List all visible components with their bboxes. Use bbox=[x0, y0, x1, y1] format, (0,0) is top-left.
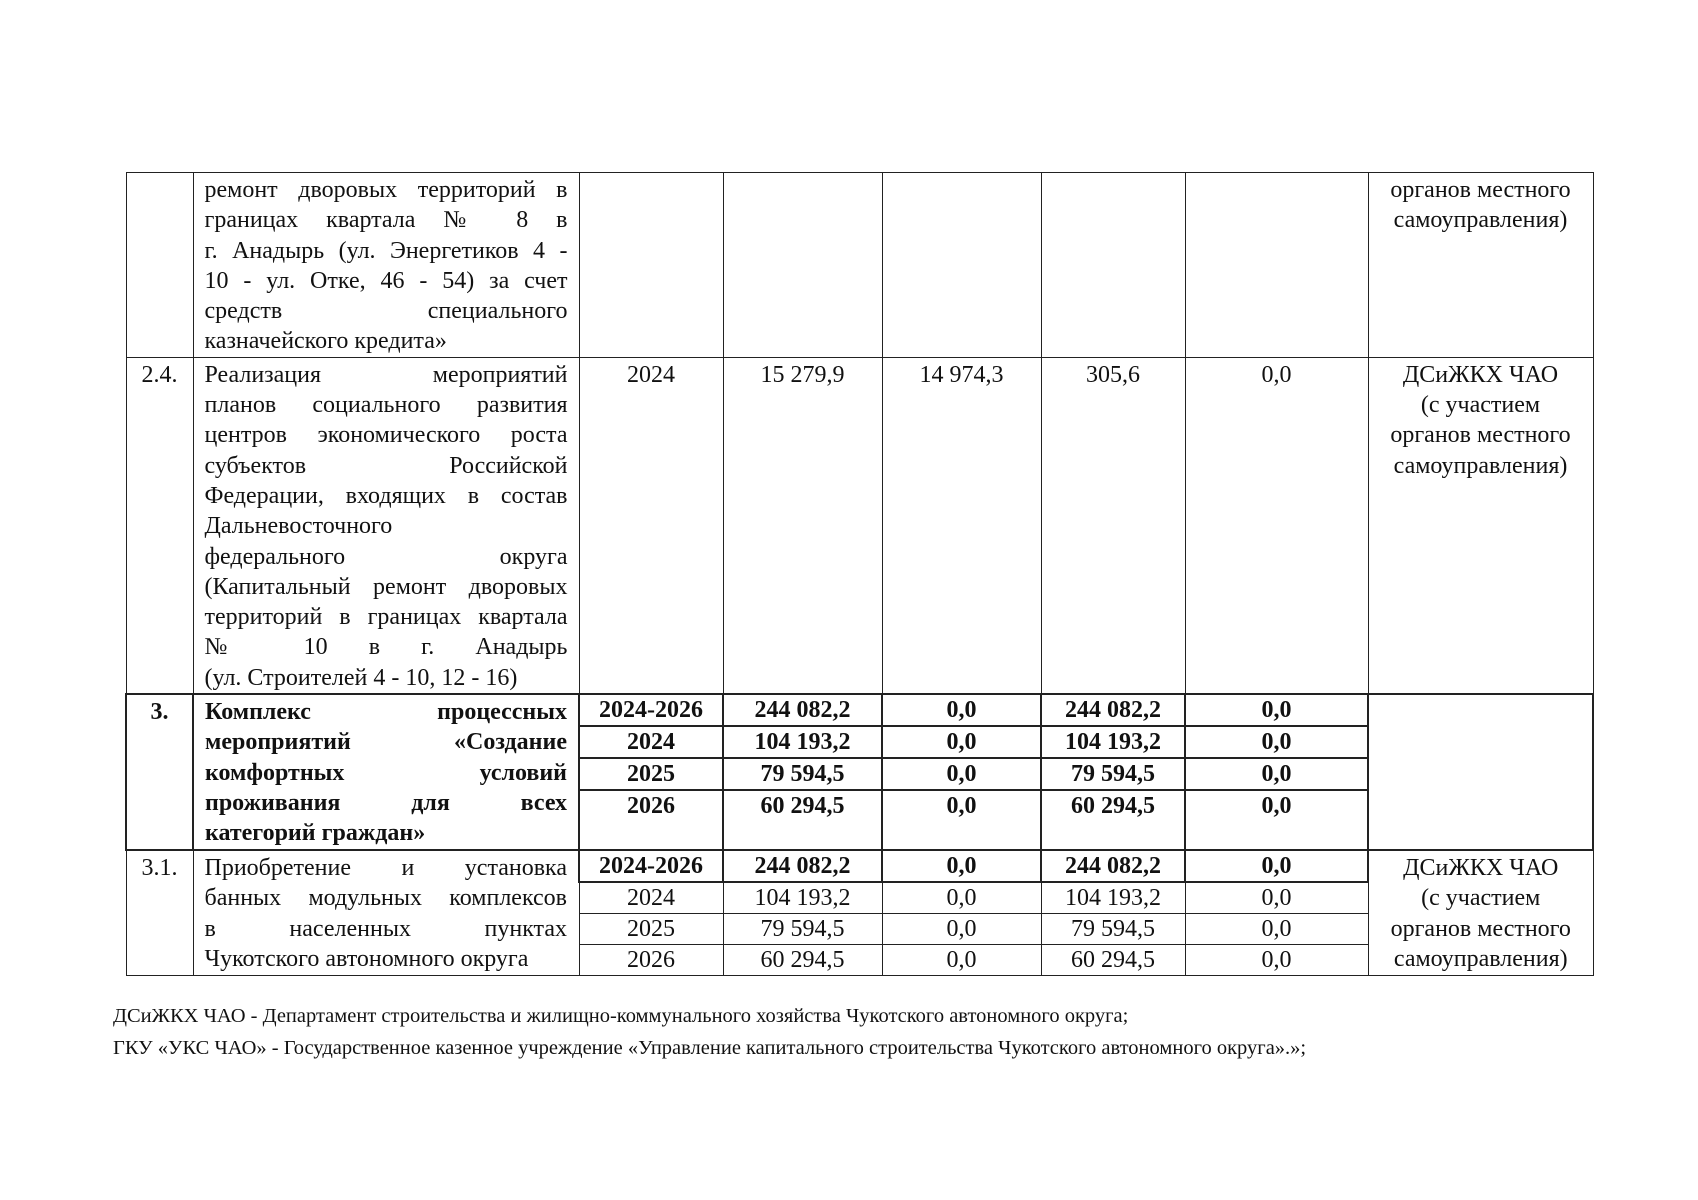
table-row bbox=[126, 357, 1593, 694]
total-cell: 244 082,2 bbox=[723, 850, 882, 882]
row-description: ремонт дворовых территорий в границах квартала № 8 в г. Анадырь (ул. Энергетиков 4 - 10 - ул. Отке, 46 - 54) за счет средств специального казначейского кредита» bbox=[193, 173, 579, 358]
year-cell: 2026 bbox=[579, 945, 723, 976]
row-number: 3. bbox=[126, 694, 193, 850]
regional-cell: 79 594,5 bbox=[1041, 914, 1185, 945]
year-cell: 2025 bbox=[579, 914, 723, 945]
responsible-cell: органов местного самоуправления) bbox=[1368, 173, 1593, 358]
total-cell: 60 294,5 bbox=[723, 790, 882, 850]
total-cell: 15 279,9 bbox=[723, 357, 882, 694]
federal-cell: 14 974,3 bbox=[882, 357, 1041, 694]
table-row bbox=[126, 850, 1593, 882]
regional-cell: 60 294,5 bbox=[1041, 945, 1185, 976]
federal-cell: 0,0 bbox=[882, 850, 1041, 882]
municipal-cell: 0,0 bbox=[1185, 694, 1368, 726]
regional-cell: 305,6 bbox=[1041, 357, 1185, 694]
program-table bbox=[125, 172, 1594, 976]
row-description: Комплекс процессных мероприятий «Создание комфортных условий проживания для всех категорий граждан» bbox=[193, 694, 579, 850]
municipal-cell: 0,0 bbox=[1185, 726, 1368, 758]
federal-cell: 0,0 bbox=[882, 694, 1041, 726]
federal-cell: 0,0 bbox=[882, 914, 1041, 945]
year-cell: 2026 bbox=[579, 790, 723, 850]
table-row bbox=[126, 173, 1593, 358]
total-cell: 60 294,5 bbox=[723, 945, 882, 976]
regional-cell: 104 193,2 bbox=[1041, 882, 1185, 914]
regional-cell: 244 082,2 bbox=[1041, 850, 1185, 882]
year-cell: 2024 bbox=[579, 726, 723, 758]
regional-cell: 60 294,5 bbox=[1041, 790, 1185, 850]
municipal-cell: 0,0 bbox=[1185, 790, 1368, 850]
federal-cell: 0,0 bbox=[882, 758, 1041, 790]
municipal-cell: 0,0 bbox=[1185, 914, 1368, 945]
responsible-cell bbox=[1368, 694, 1593, 850]
municipal-cell: 0,0 bbox=[1185, 758, 1368, 790]
regional-cell bbox=[1041, 173, 1185, 358]
federal-cell: 0,0 bbox=[882, 882, 1041, 914]
year-cell: 2025 bbox=[579, 758, 723, 790]
regional-cell: 79 594,5 bbox=[1041, 758, 1185, 790]
total-cell: 104 193,2 bbox=[723, 882, 882, 914]
footnote: ДСиЖКХ ЧАО - Департамент строительства и жилищно-коммунального хозяйства Чукотского автономного округа; bbox=[113, 1005, 1129, 1027]
year-cell: 2024-2026 bbox=[579, 694, 723, 726]
row-description: Приобретение и установка банных модульных комплексов в населенных пунктах Чукотского автономного округа bbox=[193, 850, 579, 976]
regional-cell: 104 193,2 bbox=[1041, 726, 1185, 758]
responsible-cell: ДСиЖКХ ЧАО (с участием органов местного самоуправления) bbox=[1368, 850, 1593, 976]
total-cell: 244 082,2 bbox=[723, 694, 882, 726]
municipal-cell: 0,0 bbox=[1185, 357, 1368, 694]
row-description: Реализация мероприятий планов социального развития центров экономического роста субъектов Российской Федерации, входящих в состав Дальневосточного федерального округа (Капитальный ремонт дворовых территорий в границах квартала № 10 в г. Анадырь (ул. Строителей 4 - 10, 12 - 16) bbox=[193, 357, 579, 694]
regional-cell: 244 082,2 bbox=[1041, 694, 1185, 726]
municipal-cell bbox=[1185, 173, 1368, 358]
total-cell: 79 594,5 bbox=[723, 914, 882, 945]
year-cell: 2024 bbox=[579, 357, 723, 694]
responsible-cell: ДСиЖКХ ЧАО (с участием органов местного самоуправления) bbox=[1368, 357, 1593, 694]
year-cell bbox=[579, 173, 723, 358]
federal-cell bbox=[882, 173, 1041, 358]
row-number: 3.1. bbox=[126, 850, 193, 976]
year-cell: 2024 bbox=[579, 882, 723, 914]
municipal-cell: 0,0 bbox=[1185, 882, 1368, 914]
row-number bbox=[126, 173, 193, 358]
federal-cell: 0,0 bbox=[882, 790, 1041, 850]
total-cell: 79 594,5 bbox=[723, 758, 882, 790]
municipal-cell: 0,0 bbox=[1185, 850, 1368, 882]
municipal-cell: 0,0 bbox=[1185, 945, 1368, 976]
total-cell: 104 193,2 bbox=[723, 726, 882, 758]
footnotes bbox=[113, 1000, 1306, 1064]
footnote: ГКУ «УКС ЧАО» - Государственное казенное учреждение «Управление капитального строительства Чукотского автономного округа».»; bbox=[113, 1037, 1307, 1059]
row-number: 2.4. bbox=[126, 357, 193, 694]
federal-cell: 0,0 bbox=[882, 945, 1041, 976]
year-cell: 2024-2026 bbox=[579, 850, 723, 882]
total-cell bbox=[723, 173, 882, 358]
table-row bbox=[126, 694, 1593, 726]
federal-cell: 0,0 bbox=[882, 726, 1041, 758]
